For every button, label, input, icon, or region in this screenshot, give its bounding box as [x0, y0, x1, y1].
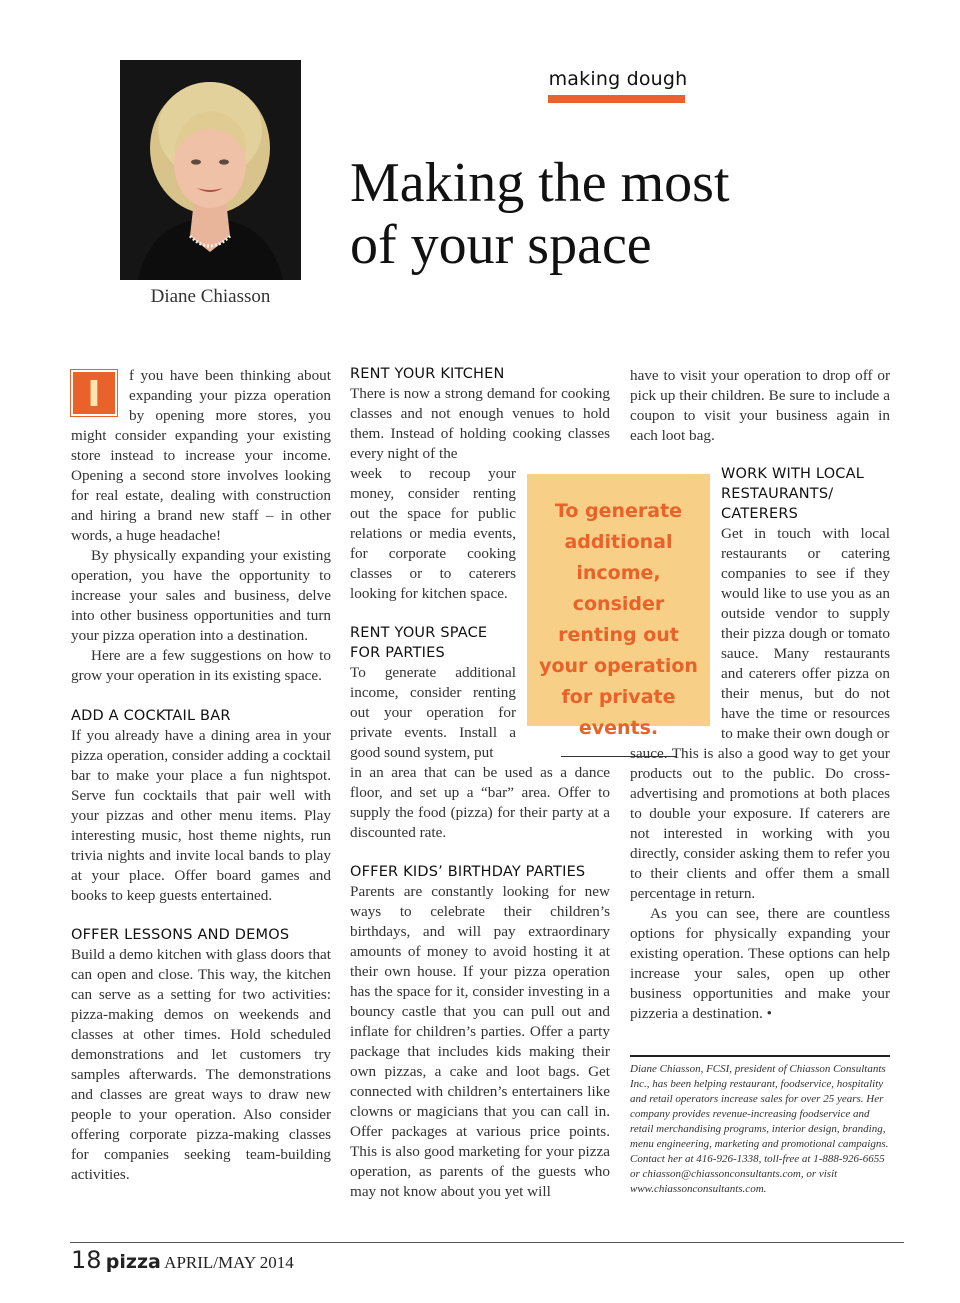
section-tag: making dough — [548, 68, 688, 90]
magazine-name: pizza — [105, 1251, 161, 1273]
issue-date: APRIL/MAY 2014 — [164, 1253, 294, 1272]
paragraph-kids-parties: Parents are constantly looking for new ways to celebrate their children’s birthdays, and will pay extraordinary amounts of money to avoid hosting it at their own house. If your pizza operation has the space for it, consider investing in a bouncy castle that you can pull out and inflate for children’s parties. Offer a party package that includes kids making their own pizzas, a cake and loot bags. Get connected with children’s entertainers like clowns or magicians that you can call in. Offer packages at various price points. This is also good marketing for your pizza operation, as parents of the guests who may not know about you yet will — [350, 883, 610, 1200]
headline-line-2: of your space — [350, 214, 652, 276]
pull-quote-text: To generate additional income, consider renting out your operation for private events. — [539, 500, 698, 739]
article-headline — [350, 152, 910, 276]
paragraph-cocktail-bar: If you already have a dining area in your pizza operation, consider adding a cocktail bar to make your place a fun nightspot. Serve fun cocktails that pair well with your pizzas and other menu items. Play interesting music, host theme nights, run trivia nights and invite local bands to play at your place. Offer board games and books to keep guests entertained. — [71, 727, 331, 904]
paragraph-rent-space-a: To generate additional income, consider renting out your operation for private events. Install a good sound system, put — [350, 664, 516, 761]
footer-rule — [70, 1242, 904, 1243]
local-restaurants-block — [721, 464, 890, 744]
drop-cap: I — [71, 370, 117, 416]
paragraph-rent-space-b: in an area that can be used as a dance floor, and set up a “bar” area. Offer to supply the food (pizza) for their party at a discounted rate. — [350, 764, 610, 841]
column-3 — [630, 366, 890, 1024]
paragraph-closing: As you can see, there are countless options for physically expanding your existing operation. These options can help increase your sales, open up other business opportunities and make your pizzeria a destination. • — [630, 905, 890, 1022]
heading-local-line-2: RESTAURANTS/ — [721, 486, 834, 502]
heading-local-restaurants — [721, 464, 890, 524]
photo-caption: Diane Chiasson — [150, 286, 271, 307]
paragraph-rent-kitchen-a: There is now a strong demand for cooking classes and not enough venues to hold them. Instead of holding cooking classes every night of the — [350, 385, 610, 462]
heading-local-line-3: CATERERS — [721, 506, 799, 522]
heading-cocktail-bar: ADD A COCKTAIL BAR — [71, 708, 231, 724]
intro-paragraph-3: Here are a few suggestions on how to grow your operation in its existing space. — [71, 647, 331, 684]
paragraph-continued: have to visit your operation to drop off or pick up their children. Be sure to include a coupon to visit your business again in each loot bag. — [630, 367, 890, 444]
heading-kids-parties: OFFER KIDS’ BIRTHDAY PARTIES — [350, 864, 586, 880]
bio-rule — [630, 1055, 890, 1057]
intro-paragraph-2: By physically expanding your existing operation, you have the opportunity to increase your sales and business, delve into other business opportunities and turn your pizza operation into a destination. — [71, 547, 331, 644]
intro-text-1: f you have been thinking about expanding your pizza operation by opening more stores, you might consider expanding your existing store instead to increase your income. Opening a second store involves looking for real estate, dealing with construction and hiring a brand new staff – in other words, a huge headache! — [71, 367, 331, 544]
paragraph-local-restaurants-a: Get in touch with local restaurants or catering companies to see if they would like to use you as an outside vendor to supply their pizza dough or tomato sauce. Many restaurants and caterers offer pizza on their menus, but do not have the time or resources to make their own dough or — [721, 525, 890, 742]
section-tag-rule — [548, 95, 685, 103]
heading-lessons-demos: OFFER LESSONS AND DEMOS — [71, 927, 290, 943]
paragraph-local-restaurants-b: sauce. This is also a good way to get your products out to the public. Do cross-advertising and promotions at both places to double your exposure. If caterers are not interested in working with you directly, consider asking them to refer you to their clients and offer them a small percentage in return. — [630, 745, 890, 902]
headline-line-1: Making the most — [350, 152, 730, 214]
intro-paragraph-1 — [71, 366, 331, 546]
paragraph-lessons-demos: Build a demo kitchen with glass doors that can open and close. This way, the kitchen can serve as a setting for two activities: pizza-making demos on weekends and classes at other times. Hold scheduled demonstrations and let customers try samples afterwards. The demonstrations and classes are great ways to draw new people to your operation. Also consider offering corporate pizza-making classes for companies seeking team-building activities. — [71, 946, 331, 1183]
paragraph-rent-kitchen-b: week to recoup your money, consider renting out the space for public relations or media events, for corporate cooking classes or to caterers looking for kitchen space. — [350, 465, 516, 602]
author-bio: Diane Chiasson, FCSI, president of Chiasson Consultants Inc., has been helping restaurant, foodservice, hospitality and retail operators increase sales for over 25 years. Her company provides revenue-increasing foodservice and retail merchandising programs, interior design, branding, menu engineering, marketing and promotional campaigns. Contact her at 416-926-1338, toll-free at 1-888-926-6655 or chiasson@chiassonconsultants.com, or visit www.chiassonconsultants.com. — [630, 1063, 889, 1195]
page-number: 18 — [71, 1246, 102, 1274]
author-photo — [120, 60, 301, 280]
page-footer — [71, 1246, 294, 1274]
column-1 — [71, 366, 331, 1185]
heading-rent-space-line-2: FOR PARTIES — [350, 645, 445, 661]
heading-local-line-1: WORK WITH LOCAL — [721, 466, 865, 482]
heading-rent-space-line-1: RENT YOUR SPACE — [350, 625, 488, 641]
heading-rent-kitchen: RENT YOUR KITCHEN — [350, 366, 505, 382]
